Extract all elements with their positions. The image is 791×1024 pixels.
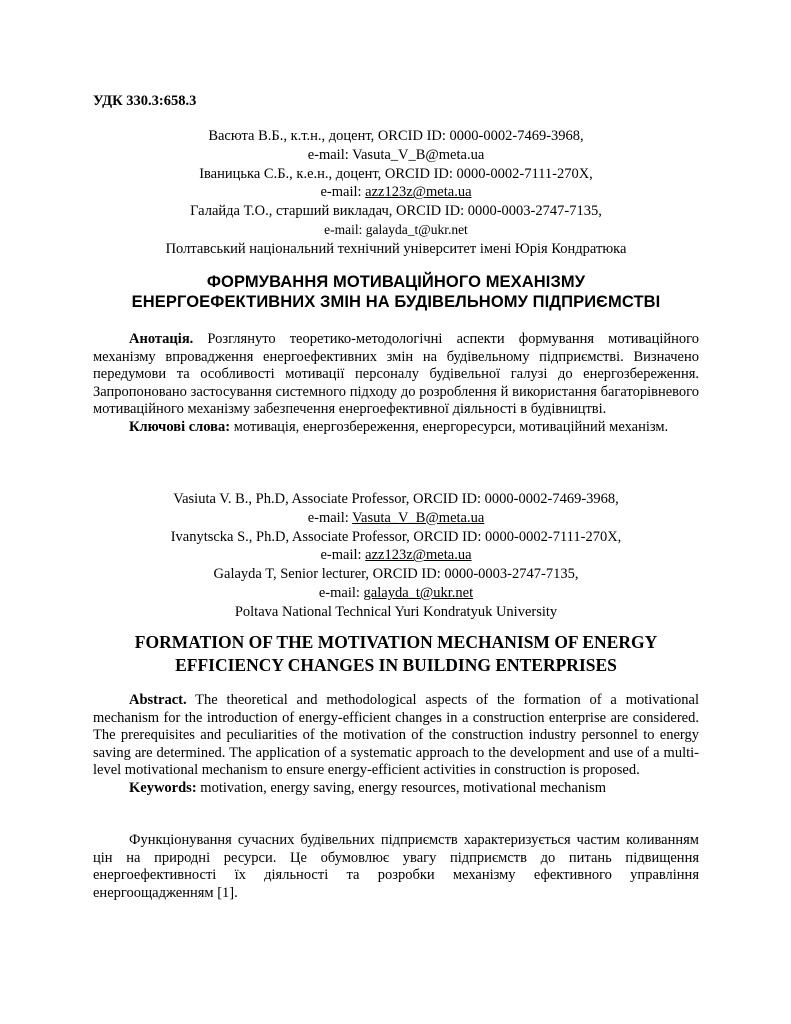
abstract-ua — [93, 331, 699, 437]
title-en-line-1: FORMATION OF THE MOTIVATION MECHANISM OF ENERGY — [134, 632, 658, 652]
authors-en — [93, 490, 699, 622]
author-ua-1-email: e-mail: Vasuta_V_B@meta.ua — [307, 146, 485, 163]
author-ua-2-email — [93, 183, 699, 202]
abstract-ua-label: Анотація. — [129, 331, 194, 347]
abstract-en — [93, 692, 699, 798]
author-en-2-email: e-mail: azz123z@meta.ua — [320, 547, 472, 564]
title-en — [93, 631, 699, 677]
author-ua-2-email-link[interactable]: azz123z@meta.ua — [365, 184, 472, 201]
author-en-3: Galayda T, Senior lecturer, ORCID ID: 0000-0003-2747-7135, — [213, 566, 579, 583]
title-ua-line-2: ЕНЕРГОЕФЕКТИВНИХ ЗМІН НА БУДІВЕЛЬНОМУ ПІДПРИЄМСТВІ — [131, 293, 661, 311]
author-en-2-email-link[interactable]: azz123z@meta.ua — [365, 547, 472, 564]
title-ua — [93, 272, 699, 312]
affiliation-ua: Полтавський національний технічний університет імені Юрія Кондратюка — [165, 240, 627, 257]
author-ua-2: Іваницька С.Б., к.е.н., доцент, ORCID ID: 0000-0002-7111-270Х, — [199, 165, 593, 182]
author-en-3-email: e-mail: galayda_t@ukr.net — [318, 584, 474, 601]
title-en-line-2: EFFICIENCY CHANGES IN BUILDING ENTERPRISES — [175, 655, 617, 675]
author-en-2: Ivanytscka S., Ph.D, Associate Professor, ORCID ID: 0000-0002-7111-270X, — [170, 528, 622, 545]
title-ua-line-1: ФОРМУВАННЯ МОТИВАЦІЙНОГО МЕХАНІЗМУ — [206, 273, 586, 291]
keywords-en-label: Keywords: — [129, 779, 197, 796]
author-en-1-email-link[interactable]: Vasuta_V_B@meta.ua — [352, 509, 485, 526]
email-prefix: e-mail: — [320, 184, 366, 201]
author-en-1-email: e-mail: Vasuta_V_B@meta.ua — [307, 509, 485, 526]
keywords-en-text: motivation, energy saving, energy resources, motivational mechanism — [196, 779, 607, 796]
author-ua-3: Галайда Т.О., старший викладач, ORCID ID: 0000-0003-2747-7135, — [190, 203, 602, 220]
body-paragraph: Функціонування сучасних будівельних підприємств характеризується частим коливанням цін на природні ресурси. Це обумовлює увагу підприємств до питань підвищення енергоефективності їх діяльності та розробки механізму ефективного управління енергоощадженням [1]. — [93, 832, 699, 901]
author-en-1: Vasiuta V. B., Ph.D, Associate Professor, ORCID ID: 0000-0002-7469-3968, — [173, 491, 619, 507]
abstract-en-text: The theoretical and methodological aspects of the formation of a motivational mechanism for the introduction of energy-efficient changes in a construction enterprise are considered. The prerequisites and peculiarities of the motivation of the construction industry personnel to energy saving are determined. The application of a systematic approach to the development and use of a multi-level motivational mechanism to ensure energy-efficient activities in construction is proposed. — [93, 692, 699, 779]
abstract-en-label: Abstract. — [129, 692, 187, 708]
author-ua-1: Васюта В.Б., к.т.н., доцент, ORCID ID: 0000-0002-7469-3968, — [208, 128, 584, 144]
udk-code: УДК 330.3:658.3 — [93, 93, 197, 109]
author-ua-3-email: e-mail: galayda_t@ukr.net — [324, 221, 468, 237]
author-en-3-email-link[interactable]: galayda_t@ukr.net — [363, 584, 474, 601]
abstract-ua-text: Розглянуто теоретико-методологічні аспекти формування мотиваційного механізму впровадження енергоефективних змін на будівельному підприємстві. Визначено передумови та особливості мотивації персоналу будівельної галузі до енергозбереження. Запропоновано застосування системного підходу до розроблення й використання багаторівневого мотиваційного механізму забезпечення енергоефективної діяльності в будівництві. — [93, 331, 699, 418]
keywords-ua-label: Ключові слова: — [129, 418, 231, 435]
keywords-ua-text: мотивація, енергозбереження, енергоресурси, мотиваційний механізм. — [230, 418, 669, 435]
authors-ua — [93, 127, 699, 259]
affiliation-en: Poltava National Technical Yuri Kondratyuk University — [234, 603, 558, 620]
